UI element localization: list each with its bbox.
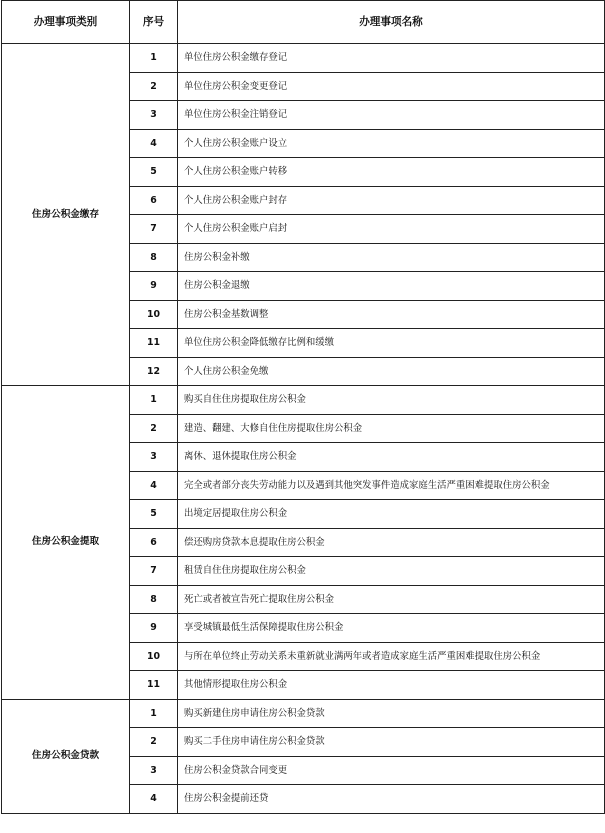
seq-cell: 7: [130, 557, 178, 586]
matters-table: [1, 0, 605, 814]
seq-cell: 3: [130, 101, 178, 130]
table-row: [2, 44, 605, 73]
seq-cell: 6: [130, 528, 178, 557]
matter-name-cell: 住房公积金基数调整: [178, 300, 605, 329]
table-header-row: [2, 1, 605, 44]
seq-cell: 2: [130, 728, 178, 757]
category-cell: 住房公积金缴存: [2, 44, 130, 386]
seq-cell: 8: [130, 585, 178, 614]
matter-name-cell: 住房公积金退缴: [178, 272, 605, 301]
matter-name-cell: 购买二手住房申请住房公积金贷款: [178, 728, 605, 757]
seq-cell: 11: [130, 671, 178, 700]
table-row: [2, 386, 605, 415]
seq-cell: 3: [130, 756, 178, 785]
seq-cell: 12: [130, 357, 178, 386]
matter-name-cell: 完全或者部分丧失劳动能力以及遇到其他突发事件造成家庭生活严重困难提取住房公积金: [178, 471, 605, 500]
seq-cell: 5: [130, 158, 178, 187]
seq-cell: 10: [130, 300, 178, 329]
matter-name-cell: 单位住房公积金降低缴存比例和缓缴: [178, 329, 605, 358]
matter-name-cell: 购买自住住房提取住房公积金: [178, 386, 605, 415]
matter-name-cell: 租赁自住住房提取住房公积金: [178, 557, 605, 586]
matter-name-cell: 单位住房公积金注销登记: [178, 101, 605, 130]
seq-cell: 5: [130, 500, 178, 529]
matter-name-cell: 单位住房公积金缴存登记: [178, 44, 605, 73]
matter-name-cell: 住房公积金补缴: [178, 243, 605, 272]
matter-name-cell: 其他情形提取住房公积金: [178, 671, 605, 700]
matter-name-cell: 与所在单位终止劳动关系未重新就业满两年或者造成家庭生活严重困难提取住房公积金: [178, 642, 605, 671]
matter-name-cell: 住房公积金贷款合同变更: [178, 756, 605, 785]
seq-cell: 11: [130, 329, 178, 358]
matter-name-cell: 建造、翻建、大修自住住房提取住房公积金: [178, 414, 605, 443]
seq-cell: 10: [130, 642, 178, 671]
header-name: 办理事项名称: [178, 1, 605, 44]
matter-name-cell: 偿还购房贷款本息提取住房公积金: [178, 528, 605, 557]
seq-cell: 4: [130, 471, 178, 500]
matter-name-cell: 住房公积金提前还贷: [178, 785, 605, 814]
seq-cell: 4: [130, 785, 178, 814]
seq-cell: 7: [130, 215, 178, 244]
matter-name-cell: 个人住房公积金账户封存: [178, 186, 605, 215]
matter-name-cell: 离休、退休提取住房公积金: [178, 443, 605, 472]
seq-cell: 3: [130, 443, 178, 472]
category-cell: 住房公积金提取: [2, 386, 130, 700]
seq-cell: 1: [130, 699, 178, 728]
seq-cell: 4: [130, 129, 178, 158]
seq-cell: 8: [130, 243, 178, 272]
matter-name-cell: 个人住房公积金账户设立: [178, 129, 605, 158]
table-row: [2, 699, 605, 728]
matter-name-cell: 个人住房公积金免缴: [178, 357, 605, 386]
matter-name-cell: 个人住房公积金账户启封: [178, 215, 605, 244]
seq-cell: 9: [130, 272, 178, 301]
header-category: 办理事项类别: [2, 1, 130, 44]
matter-name-cell: 购买新建住房申请住房公积金贷款: [178, 699, 605, 728]
table-body: [2, 44, 605, 814]
seq-cell: 2: [130, 414, 178, 443]
seq-cell: 9: [130, 614, 178, 643]
matter-name-cell: 死亡或者被宣告死亡提取住房公积金: [178, 585, 605, 614]
seq-cell: 2: [130, 72, 178, 101]
header-seq: 序号: [130, 1, 178, 44]
matter-name-cell: 出境定居提取住房公积金: [178, 500, 605, 529]
seq-cell: 6: [130, 186, 178, 215]
matter-name-cell: 单位住房公积金变更登记: [178, 72, 605, 101]
matter-name-cell: 享受城镇最低生活保障提取住房公积金: [178, 614, 605, 643]
matter-name-cell: 个人住房公积金账户转移: [178, 158, 605, 187]
category-cell: 住房公积金贷款: [2, 699, 130, 813]
seq-cell: 1: [130, 44, 178, 73]
seq-cell: 1: [130, 386, 178, 415]
